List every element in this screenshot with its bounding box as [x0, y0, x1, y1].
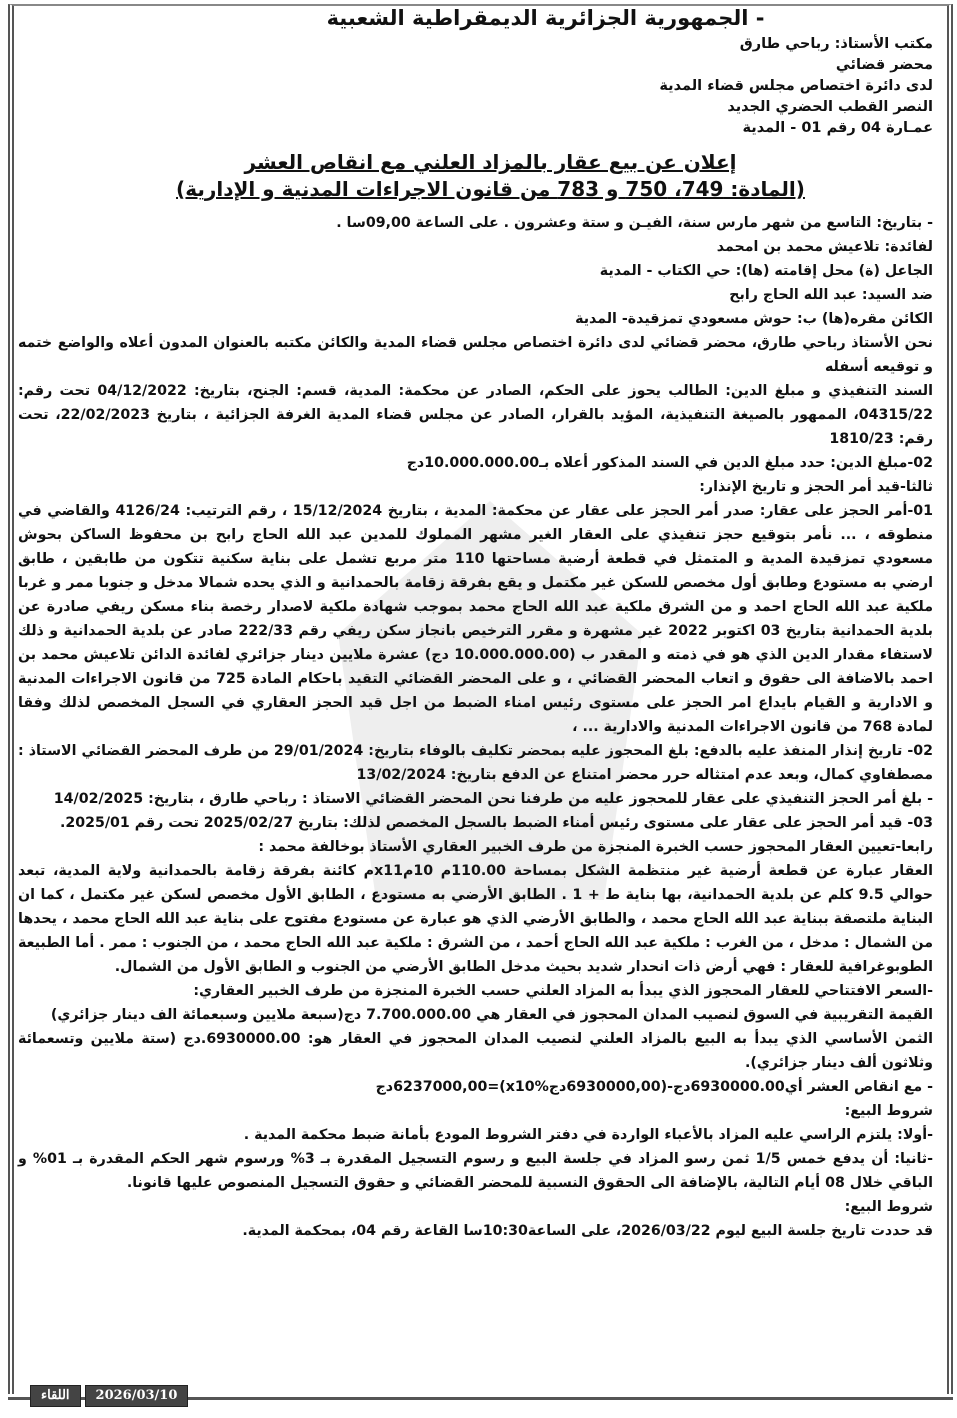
bailiff-office	[18, 34, 933, 139]
paragraph: 01-أمر الحجز على عقار: صدر أمر الحجز على عقار عن محكمة: المدية ، بتاريخ 15/12/2024 ، رقم الترتيب: 4126/24 والقاضي في منطوقه ، ... نأمر بتوقيع حجز تنفيذي على العقار الغير مشهر المملوك للمدين عبد الله الحاج رابح بن محفوظ الساكن بحوش مسعودي تمزقيدة المدية و المتمثل في قطعة أرضية مساحتها 110 متر مربع تشمل على بناية سكنية تتكون من طابقين ، طابق ارضي به مستودع وطابق أول مخصص للسكن غير مكتمل و يقع بفرقة زقامة بالحمدانية و الذي يحده شمالا مدخل و جنوبا ممر و غربا ملكية عبد الله الحاج احمد و من الشرق ملكية عبد الله الحاج محمد بموجب شهادة ملكية لاصدار رخصة بناء مسكن ريفي صادرة عن بلدية الحمدانية بتاريخ 03 اكتوبر 2022 غير مشهرة و مقرر الترخيص بانجاز سكن ريفي رقم 222/33 صادر عن بلدية الحمدانية و ذلك لاستفاء مقدار الدين الذي هو في ذمته و المقدر ب (10.000.000.00 دج) عشرة ملايين دينار جزائري لفائدة الدائن تلاعيش محمد بن احمد بالاضافة الى حقوق و اتعاب المحضر القضائي ، و على المحضر القضائي التقيد باحكام المادة 725 من قانون الاجراءات المدنية و الادارية و القيام بايداع امر الحجز على مستوى رئيس امناء الضبط من اجل قيد الحجز العقاري في السجل المخصص لذلك وفقا لمادة 768 من قانون الاجراءات المدنية والادارية ... ،	[18, 503, 934, 735]
newspaper-name: اللقاء	[30, 1385, 81, 1407]
paragraph: 02-مبلغ الدين: حدد مبلغ الدين في السند المذكور أعلاه بـ10.000.000.00دج	[406, 455, 933, 471]
notice-title	[18, 149, 933, 203]
notice-body	[18, 211, 933, 1243]
paragraph: -أولا: يلتزم الراسي عليه المزاد بالأعباء الواردة في دفتر الشروط المودع بأمانة ضبط محكمة المدية .	[243, 1127, 933, 1143]
section-heading: رابعا-تعيين العقار المحجوز حسب الخبرة المنجزة من طرف الخبير العقاري الأستاذ بوخالفة محمد :	[258, 839, 933, 855]
paragraph: -ثانيا: أن يدفع خمس 1/5 ثمن رسو المزاد في جلسة البيع و رسوم التسجيل المقدرة بـ 3% ورسوم شهر الحكم المقدرة بـ 01% و الباقي خلال 08 أيام التالية، بالإضافة الى الحقوق النسبية للمحضر القضائي و حقوق التسجيل المنصوص عليها قانونا.	[18, 1151, 933, 1191]
paragraph: قد حددت تاريخ جلسة البيع ليوم 2026/03/22، على الساعة10:30سا القاعة رقم 04، بمحكمة المدية.	[242, 1223, 933, 1239]
notice-title-line: إعلان عن بيع عقار بالمزاد العلني مع انقاص العشر	[244, 150, 737, 174]
paragraph: السند التنفيذي و مبلغ الدين: الطالب يحوز على الحكم، الصادر عن محكمة: المدية، قسم: الجنح، بتاريخ: 04/12/2022 تحت رقم: 04315/22، الممهور بالصيغة التنفيذية، المؤيد بالقرار، الصادر عن مجلس قضاء المدية الغرفة الجزائية ، بتاريخ 22/02/2023، تحت رقم: 1810/23	[18, 383, 934, 447]
paragraph: القيمة التقريبية في السوق لنصيب المدان المحجوز في العقار هي 7.700.000.00 دج(سبعة ملايين وسبعمائة الف دينار جزائري)	[50, 1007, 933, 1023]
paragraph: -السعر الافتتاحي للعقار المحجوز الذي يبدأ به المزاد العلني حسب الخبرة المنجزة من طرف الخبير العقاري:	[193, 983, 933, 999]
office-line: عمـارة 04 رقم 01 - المدية	[742, 120, 933, 136]
country-header: - الجمهورية الجزائرية الديمقراطية الشعبية	[326, 6, 765, 30]
office-line: النصر القطب الحضري الجديد	[727, 99, 933, 115]
paragraph: العقار عبارة عن قطعة أرضية غير منتظمة الشكل بمساحة 110.00م 10مx11م كائنة بفرقة زقامة بالحمدانية ولاية المدية، تبعد حوالي 9.5 كلم عن بلدية الحمدانية، بها بناية ط + 1 . الطابق الأرضي به مستودع ، الطابق الأول مخصص لسكن غير مكتمل ، كما ان البناية ملتصقة ببناية عبد الله الحاج محمد ، والطابق الأرضي الذي هو عبارة عن مستودع مفتوح على بناية عبد الله الحاج محمد ، يحدها من الشمال : مدخل ، من الغرب : ملكية عبد الله الحاج أحمد ، من الشرق : ملكية عبد الله الحاج محمد ، من الجنوب : ممر . أما الطبيعة الطوبوغرافية للعقار : فهي أرض ذات انحدار شديد بحيث مدخل الطابق الأرضي من الجنوب و الطابق الأول من الشمال.	[18, 863, 934, 975]
section-heading: شروط البيع:	[844, 1103, 933, 1119]
notice-title-line: (المادة: 749، 750 و 783 من قانون الاجراءات المدنية و الإدارية)	[176, 177, 805, 201]
paragraph: الكائن مقره(ها) ب: حوش مسعودي تمزقيدة- المدية	[575, 311, 933, 327]
paragraph: الثمن الأساسي الذي يبدأ به البيع بالمزاد العلني لنصيب المدان المحجوز في العقار هو: 6930000.00.دج (ستة ملايين وتسعمائة وثلاثون ألف دينار جزائري).	[18, 1031, 933, 1071]
legal-notice	[18, 0, 933, 1243]
paragraph: - بلغ أمر الحجز التنفيذي على عقار للمحجوز عليه من طرفنا نحن المحضر القضائي الاستاذ : رباحي طارق ، بتاريخ: 14/02/2025	[53, 791, 933, 807]
section-heading: شروط البيع:	[844, 1199, 933, 1215]
paragraph: 03- قيد أمر الحجز على عقار على مستوى رئيس أمناء الضبط بالسجل المخصص لذلك: بتاريخ 2025/02/27 تحت رقم 2025/01.	[59, 815, 933, 831]
footer	[30, 1385, 188, 1407]
publication-date: 2026/03/10	[85, 1385, 189, 1407]
paragraph: ضد السيد: عبد الله الحاج رابح	[729, 287, 933, 303]
paragraph: نحن الأستاذ رباحي طارق، محضر قضائي لدى دائرة اختصاص مجلس قضاء المدية والكائن مكتبه بالعنوان المدون أعلاه والواضع ختمه و توقيعه أسفله	[18, 335, 933, 375]
section-heading: ثالثا-قيد أمر الحجز و تاريخ الإنذار:	[699, 479, 933, 495]
paragraph: لفائدة: تلاعيش محمد بن امحمد	[716, 239, 933, 255]
office-line: مكتب الأستاذ: رباحي طارق	[739, 36, 933, 52]
paragraph: الجاعل (ة) محل إقامته (ها): حي الكتاب - المدية	[599, 263, 933, 279]
office-line: لدى دائرة اختصاص مجلس قضاء المدية	[659, 78, 933, 94]
paragraph: - بتاريخ: التاسع من شهر مارس سنة، الفيـن و ستة وعشرون . على الساعة 09,00سا .	[336, 215, 933, 231]
office-line: محضر قضائي	[835, 57, 933, 73]
paragraph: - مع انقاص العشر أي6930000.00دج-(6930000,00دجx10%)=6237000,00دج	[375, 1079, 933, 1095]
paragraph: 02- تاريخ إنذار المنفذ عليه بالدفع: بلغ المحجوز عليه بمحضر تكليف بالوفاء بتاريخ: 29/01/2024 من طرف المحضر القضائي الاستاذ : مصطفاوي كمال، وبعد عدم امتثاله حرر محضر امتناع عن الدفع بتاريخ: 13/02/2024	[18, 743, 933, 783]
